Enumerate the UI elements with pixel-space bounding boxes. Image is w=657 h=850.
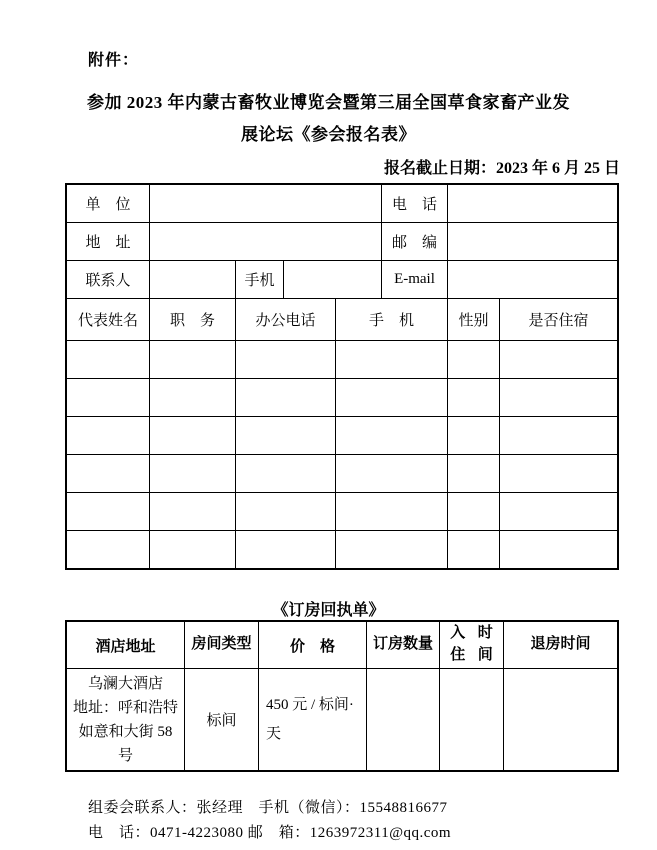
check-out-header-line2: 时间 (560, 636, 591, 653)
committee-contact-line: 组委会联系人：张经理 手机（微信）：15548816677 (88, 800, 448, 816)
registration-deadline: 报名截止日期：2023 年 6 月 25 日 (383, 160, 620, 177)
lodging-cell[interactable] (500, 341, 617, 378)
position-cell[interactable] (150, 493, 236, 530)
office-phone-cell[interactable] (236, 493, 336, 530)
column-header-delegate-name: 代表姓名 (67, 299, 150, 340)
delegate-empty-row (67, 493, 617, 531)
price-cell: 450 元 / 标间·天 (259, 669, 367, 770)
phone-label: 电 话 (382, 185, 448, 222)
mobile-cell[interactable] (336, 531, 448, 568)
gender-cell[interactable] (448, 417, 500, 454)
office-phone-cell[interactable] (236, 455, 336, 492)
office-phone-cell[interactable] (236, 379, 336, 416)
position-cell[interactable] (150, 379, 236, 416)
delegate-name-cell[interactable] (67, 341, 150, 378)
email-input-cell[interactable] (448, 261, 617, 298)
committee-phone-email-line: 电 话：0471-4223080 邮 箱：1263972311@qq.com (88, 825, 452, 841)
unit-row (67, 185, 617, 223)
address-label: 地 址 (67, 223, 150, 260)
lodging-cell[interactable] (500, 455, 617, 492)
room-type-header-line1: 房间类 (191, 636, 237, 653)
mobile-cell[interactable] (336, 417, 448, 454)
delegate-name-cell[interactable] (67, 455, 150, 492)
postcode-label: 邮 编 (382, 223, 448, 260)
column-header-office-phone: 办公电话 (236, 299, 336, 340)
delegate-name-cell[interactable] (67, 379, 150, 416)
postcode-input-cell[interactable] (448, 223, 617, 260)
delegate-empty-row (67, 341, 617, 379)
gender-cell[interactable] (448, 341, 500, 378)
lodging-cell[interactable] (500, 531, 617, 568)
gender-cell[interactable] (448, 531, 500, 568)
check-out-header-line1: 退房 (530, 636, 561, 653)
check-out-time-cell[interactable] (504, 669, 617, 770)
hotel-street-address: 地址：呼和浩特如意和大街 58 号 (72, 699, 178, 764)
column-header-price: 价 格 (259, 622, 367, 668)
lodging-cell[interactable] (500, 417, 617, 454)
registration-table (65, 183, 619, 570)
address-row (67, 223, 617, 261)
check-in-header-line2: 时间 (477, 625, 493, 663)
mobile-cell[interactable] (336, 455, 448, 492)
mobile-cell[interactable] (336, 379, 448, 416)
room-type-cell: 标间 (185, 669, 259, 770)
column-header-mobile: 手 机 (336, 299, 448, 340)
position-cell[interactable] (150, 455, 236, 492)
mobile-cell[interactable] (336, 341, 448, 378)
column-header-position: 职 务 (150, 299, 236, 340)
delegate-empty-row (67, 417, 617, 455)
delegate-header-row (67, 299, 617, 341)
column-header-check-in (440, 622, 504, 668)
column-header-room-type (185, 622, 259, 668)
booking-header-row (67, 622, 617, 669)
quantity-header-line2: 数量 (403, 636, 434, 653)
office-phone-cell[interactable] (236, 531, 336, 568)
room-type-header-line2: 型 (236, 636, 252, 653)
booking-data-row (67, 669, 617, 770)
mobile-cell[interactable] (336, 493, 448, 530)
contact-label: 联系人 (67, 261, 150, 298)
office-phone-cell[interactable] (236, 417, 336, 454)
check-in-time-cell[interactable] (440, 669, 504, 770)
mobile-label: 手机 (236, 261, 284, 298)
unit-input-cell[interactable] (150, 185, 382, 222)
column-header-gender: 性别 (448, 299, 500, 340)
column-header-check-out (504, 622, 617, 668)
hotel-name: 乌澜大酒店 (87, 675, 163, 692)
document-title-line2: 展论坛《参会报名表》 (241, 125, 416, 144)
delegate-empty-row (67, 455, 617, 493)
email-label: E-mail (382, 261, 448, 298)
mobile-input-cell[interactable] (284, 261, 382, 298)
address-input-cell[interactable] (150, 223, 382, 260)
delegate-name-cell[interactable] (67, 531, 150, 568)
document-title-line1: 参加 2023 年内蒙古畜牧业博览会暨第三届全国草食家畜产业发 (87, 93, 570, 112)
booking-quantity-cell[interactable] (367, 669, 440, 770)
column-header-lodging: 是否住宿 (528, 313, 589, 329)
contact-row (67, 261, 617, 299)
attachment-label: 附件： (88, 52, 140, 69)
gender-cell[interactable] (448, 493, 500, 530)
delegate-empty-row (67, 531, 617, 568)
gender-cell[interactable] (448, 455, 500, 492)
position-cell[interactable] (150, 531, 236, 568)
booking-form-title: 《订房回执单》 (272, 602, 385, 619)
gender-cell[interactable] (448, 379, 500, 416)
position-cell[interactable] (150, 341, 236, 378)
lodging-cell[interactable] (500, 379, 617, 416)
phone-input-cell[interactable] (448, 185, 617, 222)
booking-table (65, 620, 619, 772)
position-cell[interactable] (150, 417, 236, 454)
delegate-empty-row (67, 379, 617, 417)
hotel-address-cell (67, 669, 185, 770)
lodging-cell[interactable] (500, 493, 617, 530)
check-in-header-line1: 入住 (450, 625, 466, 663)
quantity-header-line1: 订房 (372, 636, 403, 653)
contact-input-cell[interactable] (150, 261, 236, 298)
delegate-name-cell[interactable] (67, 493, 150, 530)
unit-label: 单 位 (67, 185, 150, 222)
delegate-name-cell[interactable] (67, 417, 150, 454)
column-header-booking-quantity (367, 622, 440, 668)
column-header-hotel-address: 酒店地址 (67, 622, 185, 668)
office-phone-cell[interactable] (236, 341, 336, 378)
